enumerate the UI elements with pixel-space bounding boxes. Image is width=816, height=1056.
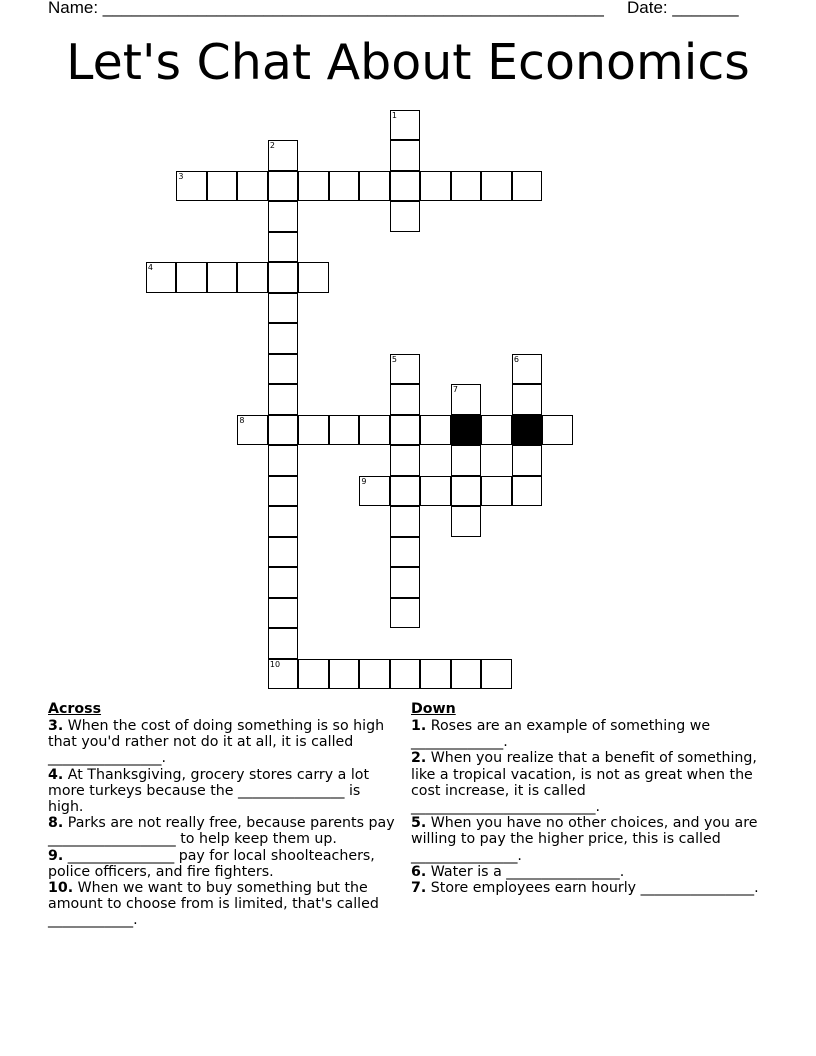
clue-text: Parks are not really free, because parents pay __________________ to help keep them up. [48,815,395,848]
clue-number-label: 4 [147,263,153,273]
crossword-cell[interactable] [390,384,421,415]
crossword-cell[interactable] [329,171,360,202]
crossword-cell[interactable] [268,140,299,171]
across-clue [48,718,400,767]
clue-text: _______________ pay for local shoolteachers, police officers, and fire fighters. [48,847,375,880]
crossword-cell[interactable] [512,476,543,507]
down-clue [411,864,771,880]
crossword-cell[interactable] [390,445,421,476]
date-field-label: Date: _______ [627,0,739,17]
crossword-cell[interactable] [146,262,177,293]
crossword-cell[interactable] [420,415,451,446]
crossword-cell[interactable] [298,659,329,690]
crossword-cell[interactable] [481,476,512,507]
clue-number: 10. [48,880,74,897]
crossword-cell[interactable] [451,476,482,507]
crossword-cell[interactable] [390,476,421,507]
page-title: Let's Chat About Economics [66,34,750,91]
crossword-cell[interactable] [451,171,482,202]
crossword-cell[interactable] [512,384,543,415]
crossword-cell[interactable] [268,598,299,629]
crossword-block [451,415,482,446]
across-clue [48,815,400,847]
crossword-cell[interactable] [359,659,390,690]
crossword-cell[interactable] [237,415,268,446]
clue-number-label: 2 [269,141,275,151]
clue-text: When you realize that a benefit of something, like a tropical vacation, is not as great when the cost increase, it is called __________________________. [411,750,757,816]
crossword-cell[interactable] [268,476,299,507]
crossword-cell[interactable] [237,262,268,293]
crossword-cell[interactable] [481,415,512,446]
crossword-cell[interactable] [420,476,451,507]
clue-number-label: 6 [513,354,519,364]
crossword-cell[interactable] [359,171,390,202]
clue-text: Roses are an example of something we _____________. [411,718,711,751]
crossword-cell[interactable] [298,171,329,202]
crossword-cell[interactable] [176,262,207,293]
across-heading: Across [48,701,102,717]
clue-number-label: 10 [269,659,281,669]
crossword-cell[interactable] [390,506,421,537]
across-clues-section [48,700,400,929]
crossword-cell[interactable] [237,171,268,202]
crossword-cell[interactable] [268,171,299,202]
clue-number: 5. [411,815,427,832]
clue-number: 6. [411,863,427,880]
crossword-cell[interactable] [451,659,482,690]
clue-text: When you have no other choices, and you are willing to pay the higher price, this is called _______________. [411,815,758,864]
crossword-cell[interactable] [481,171,512,202]
clue-number-label: 3 [178,171,184,181]
clue-number: 2. [411,750,427,767]
crossword-cell[interactable] [268,232,299,263]
down-clue [411,718,771,750]
crossword-cell[interactable] [512,445,543,476]
crossword-cell[interactable] [481,659,512,690]
clue-text: When the cost of doing something is so high that you'd rather not do it at all, it is called ________________. [48,718,385,767]
crossword-cell[interactable] [390,537,421,568]
crossword-cell[interactable] [390,171,421,202]
crossword-cell[interactable] [390,567,421,598]
crossword-cell[interactable] [268,506,299,537]
down-clues-section [411,700,771,896]
crossword-cell[interactable] [390,201,421,232]
crossword-cell[interactable] [268,567,299,598]
crossword-cell[interactable] [268,354,299,385]
clue-text: Store employees earn hourly ________________. [426,880,759,897]
crossword-cell[interactable] [268,628,299,659]
crossword-cell[interactable] [420,171,451,202]
crossword-cell[interactable] [268,323,299,354]
across-clue [48,767,400,816]
crossword-cell[interactable] [268,293,299,324]
across-clue [48,880,400,929]
crossword-cell[interactable] [359,476,390,507]
clue-number-label: 1 [391,110,397,120]
clue-number-label: 8 [239,415,245,425]
crossword-cell[interactable] [390,110,421,141]
crossword-cell[interactable] [359,415,390,446]
crossword-cell[interactable] [207,262,238,293]
name-field-label: Name: _____________________________________________________ [48,0,604,17]
crossword-cell[interactable] [451,506,482,537]
crossword-cell[interactable] [268,537,299,568]
clue-number: 8. [48,815,64,832]
crossword-cell[interactable] [390,598,421,629]
down-clue [411,880,771,896]
crossword-cell[interactable] [451,445,482,476]
clue-text: Water is a ________________. [426,863,625,880]
crossword-cell[interactable] [298,262,329,293]
down-clue [411,750,771,815]
clue-number-label: 9 [361,476,367,486]
clue-text: When we want to buy something but the amount to choose from is limited, that's called ____________. [48,880,379,929]
crossword-cell[interactable] [268,415,299,446]
crossword-block [512,415,543,446]
crossword-cell[interactable] [512,171,543,202]
crossword-cell[interactable] [390,140,421,171]
crossword-cell[interactable] [420,659,451,690]
crossword-cell[interactable] [390,415,421,446]
crossword-cell[interactable] [268,201,299,232]
clue-number-label: 7 [452,385,458,395]
clue-number: 4. [48,766,64,783]
crossword-cell[interactable] [298,415,329,446]
clue-number-label: 5 [391,354,397,364]
crossword-cell[interactable] [268,262,299,293]
crossword-cell[interactable] [329,415,360,446]
clue-number: 1. [411,718,427,734]
clue-number: 9. [48,847,64,864]
clue-number: 3. [48,718,64,734]
crossword-cell[interactable] [268,659,299,690]
across-clue [48,848,400,880]
crossword-cell[interactable] [329,659,360,690]
clue-number: 7. [411,880,427,897]
down-clue [411,815,771,864]
crossword-cell[interactable] [176,171,207,202]
crossword-cell[interactable] [390,659,421,690]
clue-text: At Thanksgiving, grocery stores carry a lot more turkeys because the _______________ is high. [48,766,370,816]
crossword-cell[interactable] [207,171,238,202]
crossword-cell[interactable] [268,384,299,415]
crossword-cell[interactable] [512,354,543,385]
crossword-cell[interactable] [451,384,482,415]
crossword-cell[interactable] [268,445,299,476]
down-heading: Down [411,701,456,717]
crossword-cell[interactable] [390,354,421,385]
crossword-cell[interactable] [542,415,573,446]
